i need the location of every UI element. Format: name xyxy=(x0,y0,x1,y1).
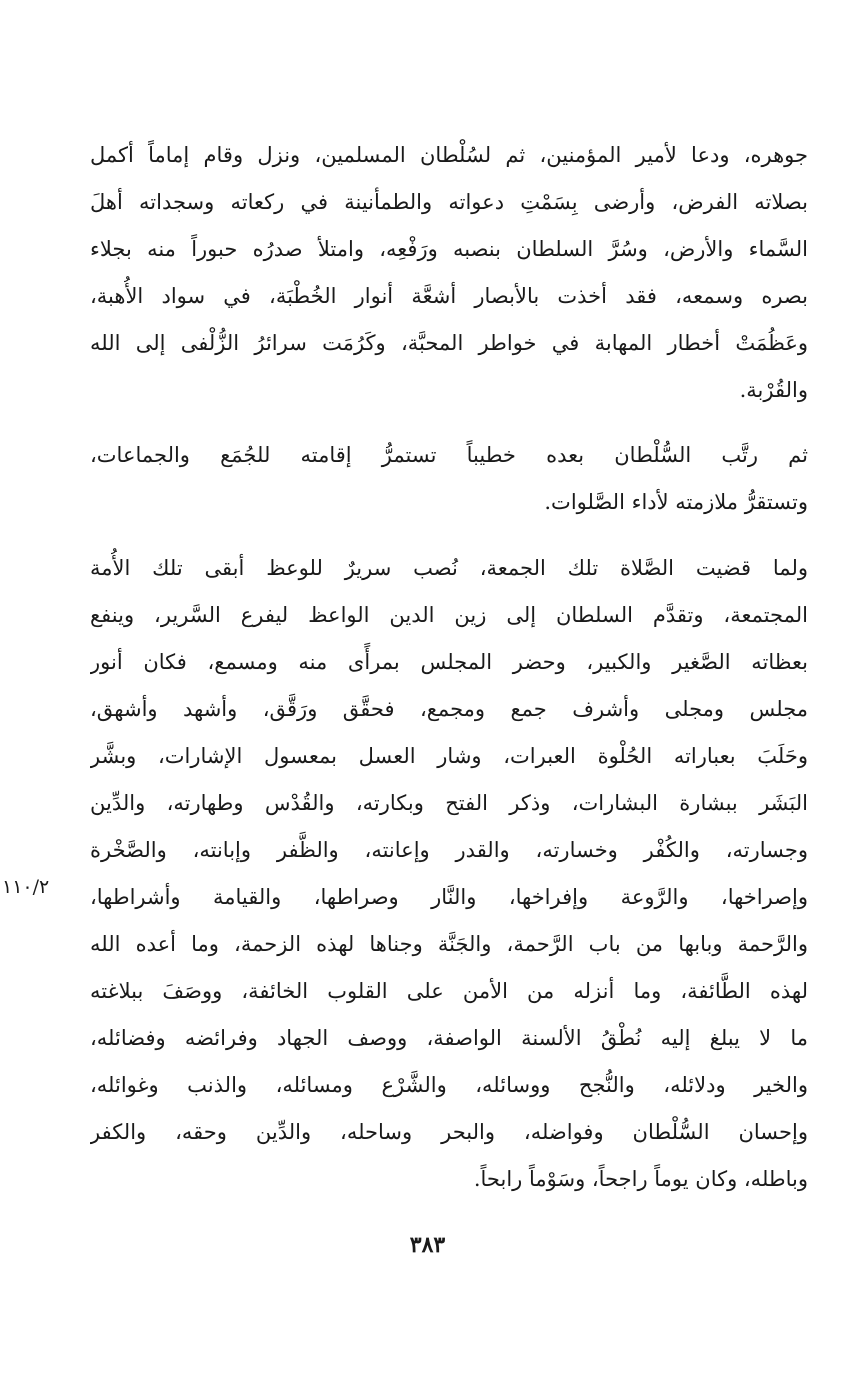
text-line: والرَّحمة وبابها من باب الرَّحمة، والجَنَّة وجناها لهذه الزحمة، وما أعده الله xyxy=(90,932,808,956)
text-line: وإحسان السُّلْطان وفواضله، والبحر وساحله، والدِّين وحقه، والكفر xyxy=(90,1120,808,1144)
text-line: لهذه الطَّائفة، وما أنزله من الأمن على القلوب الخائفة، ووصَفَ ببلاغته xyxy=(90,979,808,1003)
paragraph-1 xyxy=(90,132,808,414)
text-line: بصره وسمعه، فقد أخذت بالأبصار أشعَّة أنوار الخُطْبَة، في سواد الأُهبة، xyxy=(90,284,808,308)
text-line: وإصراخها، والرَّوعة وإفراخها، والنَّار وصراطها، والقيامة وأشراطها، xyxy=(90,885,808,909)
text-line: مجلس ومجلى وأشرف جمع ومجمع، فحقَّق ورَقَّق، وأشهد وأشهق، xyxy=(90,697,808,721)
text-line: البَشَر ببشارة البشارات، وذكر الفتح وبكارته، والقُدْس وطهارته، والدِّين xyxy=(90,791,808,815)
text-line: وجسارته، والكُفْر وخسارته، والقدر وإعانته، والظَّفر وإبانته، والصَّخْرة xyxy=(90,838,808,862)
page-number: ٣٨٣ xyxy=(409,1232,446,1258)
text-line: السَّماء والأرض، وسُرَّ السلطان بنصبه ورَفْعِه، وامتلأ صدرُه حبوراً منه بجلاء xyxy=(90,237,808,261)
text-line: المجتمعة، وتقدَّم السلطان إلى زين الدين الواعظ ليفرع السَّرير، وينفع xyxy=(90,603,808,627)
text-line: وتستقرُّ ملازمته لأداء الصَّلوات. xyxy=(544,490,808,514)
text-line: بصلاته الفرض، وأرضى بِسَمْتِ دعواته والطمأنينة في ركعاته وسجداته أهلَ xyxy=(90,190,808,214)
text-line: جوهره، ودعا لأمير المؤمنين، ثم لسُلْطان المسلمين، ونزل وقام إماماً أكمل xyxy=(90,143,808,167)
text-line: ثم رتَّب السُّلْطان بعده خطيباً تستمرُّ إقامته للجُمَع والجماعات، xyxy=(90,443,808,467)
text-line: وباطله، وكان يوماً راجحاً، وسَوْماً رابحاً. xyxy=(473,1167,808,1191)
text-line: ما لا يبلغ إليه نُطْقُ الألسنة الواصفة، ووصف الجهاد وفرائضه وفضائله، xyxy=(90,1026,808,1050)
text-line: ولما قضيت الصَّلاة تلك الجمعة، نُصب سريرٌ للوعظ أبقى تلك الأُمة xyxy=(90,556,808,580)
text-line: وحَلَبَ بعباراته الحُلْوة العبرات، وشار العسل بمعسول الإشارات، وبشَّر xyxy=(90,744,808,768)
paragraph-3 xyxy=(90,545,808,1203)
paragraph-2 xyxy=(90,432,808,526)
text-line: بعظاته الصَّغير والكبير، وحضر المجلس بمرأًى منه ومسمع، فكان أنور xyxy=(90,650,808,674)
text-line: والقُرْبة. xyxy=(739,378,808,402)
margin-reference-note: ١١٠/٢ xyxy=(2,876,50,898)
text-line: وعَظُمَتْ أخطار المهابة في خواطر المحبَّة، وكَرُمَت سرائرُ الزُّلْفى إلى الله xyxy=(90,331,808,355)
text-line: والخير ودلائله، والنُّجح ووسائله، والشَّرْع ومسائله، والذنب وغوائله، xyxy=(90,1073,808,1097)
